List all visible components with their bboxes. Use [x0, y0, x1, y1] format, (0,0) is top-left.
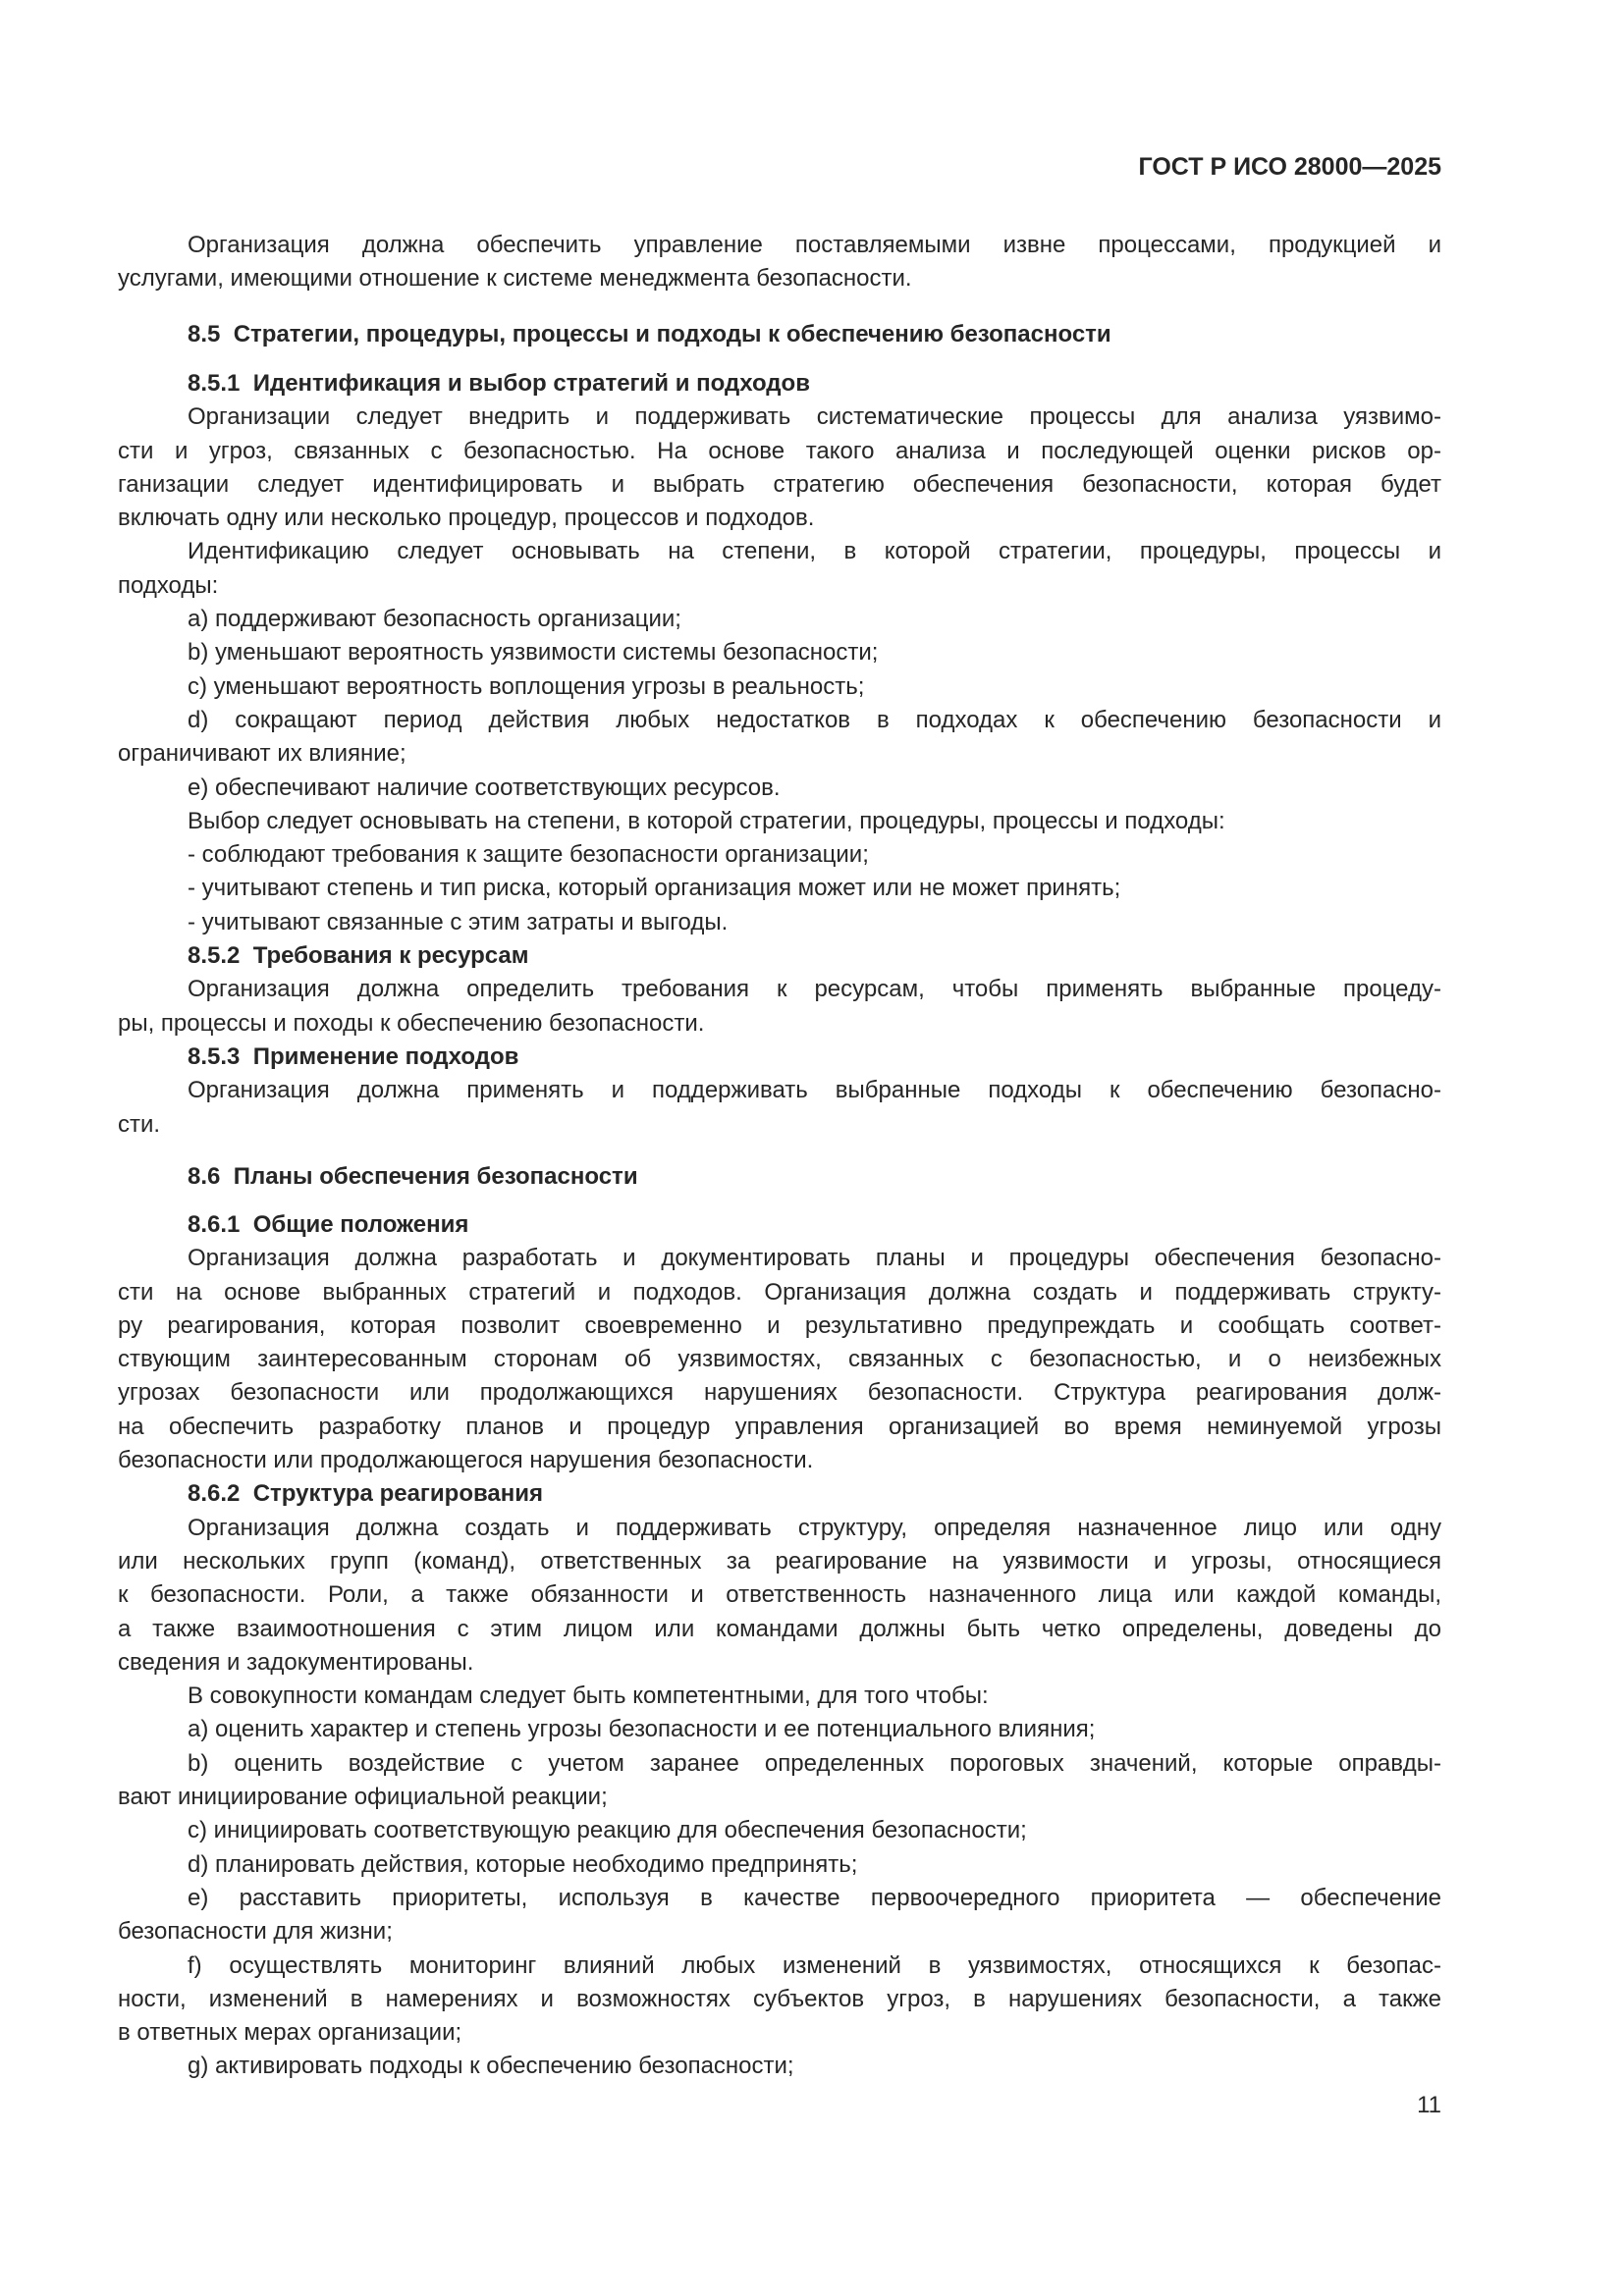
text-line: Идентификацию следует основывать на степени, в которой стратегии, процедуры, процессы и — [188, 538, 1441, 565]
section-heading: 8.6.1 Общие положения — [188, 1211, 469, 1238]
paragraph — [118, 1882, 1441, 1949]
paragraph — [118, 229, 1441, 296]
text-line: - учитывают степень и тип риска, который организация может или не может принять; — [188, 875, 1121, 902]
text-line: c) инициировать соответствующую реакцию для обеспечения безопасности; — [188, 1817, 1027, 1844]
paragraph — [118, 838, 1441, 872]
section-heading: 8.5 Стратегии, процедуры, процессы и подходы к обеспечению безопасности — [188, 321, 1111, 347]
text-line: c) уменьшают вероятность воплощения угрозы в реальность; — [188, 672, 865, 700]
text-line: Организации следует внедрить и поддерживать систематические процессы для анализа уязвимо- — [188, 403, 1441, 431]
text-line: сти и угроз, связанных с безопасностью. На основе такого анализа и последующей оценки рисков ор- — [118, 437, 1441, 464]
text-line: ствующим заинтересованным сторонам об уязвимостях, связанных с безопасностью, и о неизбежных — [118, 1346, 1441, 1373]
section-heading: 8.5.3 Применение подходов — [188, 1042, 519, 1070]
text-line: в ответных мерах организации; — [118, 2019, 462, 2047]
text-line: d) планировать действия, которые необходимо предпринять; — [188, 1850, 858, 1878]
text-line: Организация должна разработать и документировать планы и процедуры обеспечения безопасно- — [188, 1245, 1441, 1272]
text-line: ру реагирования, которая позволит своевременно и результативно предупреждать и сообщать соответ- — [118, 1311, 1441, 1339]
text-line: Организация должна применять и поддерживать выбранные подходы к обеспечению безопасно- — [188, 1077, 1441, 1104]
text-line: сти на основе выбранных стратегий и подходов. Организация должна создать и поддерживать структу- — [118, 1278, 1441, 1306]
paragraph — [118, 1713, 1441, 1746]
text-section — [118, 318, 1441, 351]
text-line: e) обеспечивают наличие соответствующих ресурсов. — [188, 774, 781, 801]
text-line: Организация должна создать и поддерживать структуру, определяя назначенное лицо или одну — [188, 1514, 1441, 1541]
text-line: услугами, имеющими отношение к системе менеджмента безопасности. — [118, 265, 912, 293]
paragraph — [118, 704, 1441, 772]
text-line: безопасности для жизни; — [118, 1918, 393, 1946]
paragraph — [118, 400, 1441, 535]
paragraph — [118, 772, 1441, 805]
text-line: а также взаимоотношения с этим лицом или командами должны быть четко определены, доведены до — [118, 1615, 1441, 1642]
text-line: d) сокращают период действия любых недостатков в подходах к обеспечению безопасности и — [188, 706, 1441, 733]
text-line: сти. — [118, 1110, 161, 1138]
text-line: Выбор следует основывать на степени, в которой стратегии, процедуры, процессы и подходы: — [188, 807, 1225, 834]
text-line: ограничивают их влияние; — [118, 740, 406, 768]
section-heading: 8.6 Планы обеспечения безопасности — [188, 1163, 638, 1190]
page-number: 11 — [1417, 2092, 1441, 2118]
section-heading: 8.5.2 Требования к ресурсам — [188, 942, 529, 970]
paragraph — [118, 636, 1441, 669]
text-line: g) активировать подходы к обеспечению безопасности; — [188, 2053, 794, 2080]
text-line: к безопасности. Роли, а также обязанности и ответственность назначенного лица или каждой команды, — [118, 1581, 1441, 1609]
text-line: сведения и задокументированы. — [118, 1648, 474, 1676]
paragraph — [118, 805, 1441, 838]
text-line: - учитывают связанные с этим затраты и выгоды. — [188, 908, 729, 935]
paragraph — [118, 535, 1441, 603]
paragraph — [118, 1747, 1441, 1815]
paragraph — [118, 670, 1441, 704]
text-line: a) оценить характер и степень угрозы безопасности и ее потенциального влияния; — [188, 1716, 1096, 1743]
paragraph — [118, 1949, 1441, 2051]
paragraph — [118, 1512, 1441, 1680]
text-line: безопасности или продолжающегося нарушения безопасности. — [118, 1447, 814, 1474]
paragraph — [118, 1814, 1441, 1847]
text-line: или нескольких групп (команд), ответственных за реагирование на уязвимости и угрозы, относящиеся — [118, 1547, 1441, 1575]
section-heading: 8.5.1 Идентификация и выбор стратегий и подходов — [188, 370, 810, 397]
text-line: В совокупности командам следует быть компетентными, для того чтобы: — [188, 1682, 989, 1710]
paragraph — [118, 872, 1441, 905]
text-line: на обеспечить разработку планов и процедур управления организацией во время неминуемой угрозы — [118, 1413, 1441, 1440]
text-line: b) уменьшают вероятность уязвимости системы безопасности; — [188, 639, 879, 667]
paragraph — [118, 1680, 1441, 1713]
text-line: ности, изменений в намерениях и возможностях субъектов угроз, в нарушениях безопасности, а также — [118, 1985, 1441, 2012]
paragraph — [118, 973, 1441, 1041]
paragraph — [118, 603, 1441, 636]
text-line: вают инициирование официальной реакции; — [118, 1784, 608, 1811]
paragraph — [118, 1242, 1441, 1477]
text-line: a) поддерживают безопасность организации; — [188, 606, 681, 633]
text-line: Организация должна определить требования к ресурсам, чтобы применять выбранные процеду- — [188, 976, 1441, 1003]
paragraph — [118, 1074, 1441, 1142]
text-line: ры, процессы и походы к обеспечению безопасности. — [118, 1009, 705, 1037]
text-line: Организация должна обеспечить управление поставляемыми извне процессами, продукцией и — [188, 232, 1441, 258]
text-line: e) расставить приоритеты, используя в качестве первоочередного приоритета — обеспечение — [188, 1884, 1441, 1911]
text-section — [118, 1208, 1441, 2084]
text-section — [118, 367, 1441, 1142]
text-line: ганизации следует идентифицировать и выбрать стратегию обеспечения безопасности, которая будет — [118, 470, 1441, 498]
document-designation: ГОСТ Р ИСО 28000—2025 — [1138, 153, 1441, 181]
section-heading: 8.6.2 Структура реагирования — [188, 1480, 544, 1508]
text-section — [118, 229, 1441, 296]
text-line: угрозах безопасности или продолжающихся нарушениях безопасности. Структура реагирования долж- — [118, 1379, 1441, 1407]
paragraph — [118, 2050, 1441, 2083]
text-section — [118, 1160, 1441, 1194]
text-line: f) осуществлять мониторинг влияний любых изменений в уязвимостях, относящихся к безопас- — [188, 1951, 1441, 1979]
text-line: подходы: — [118, 571, 219, 599]
paragraph — [118, 1848, 1441, 1882]
text-line: включать одну или несколько процедур, процессов и подходов. — [118, 505, 815, 532]
paragraph — [118, 906, 1441, 939]
text-line: - соблюдают требования к защите безопасности организации; — [188, 841, 869, 869]
text-line: b) оценить воздействие с учетом заранее определенных пороговых значений, которые оправды- — [188, 1749, 1441, 1777]
